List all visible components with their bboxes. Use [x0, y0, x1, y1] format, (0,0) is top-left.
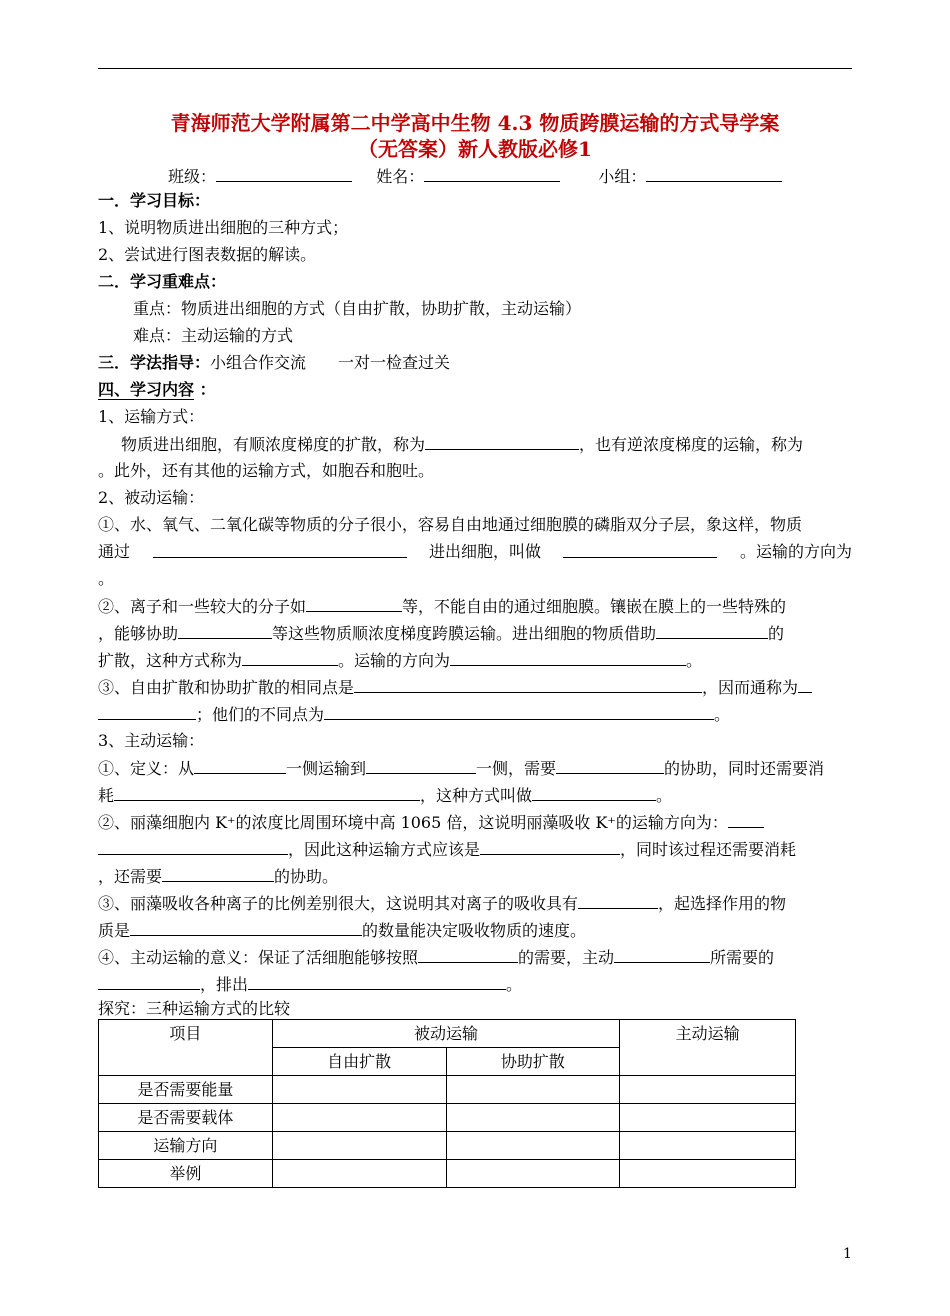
table-row	[99, 1132, 796, 1160]
p3-4-line1: ④、主动运输的意义：保证了活细胞能够按照 的需要，主动 所需要的	[98, 945, 854, 970]
method-text: 小组合作交流 一对一检查过关	[210, 353, 451, 372]
blank-required[interactable]	[98, 972, 200, 990]
header-item: 项目	[99, 1020, 273, 1076]
class-blank[interactable]	[216, 164, 352, 182]
blank-according[interactable]	[418, 945, 518, 963]
blank-carrier[interactable]	[656, 621, 768, 639]
blank-quantity[interactable]	[242, 918, 362, 936]
p2-1-line3: 。	[98, 569, 115, 588]
p3-4-line2: ，排出 。	[98, 972, 854, 997]
objective-2: 2、尝试进行图表数据的解读。	[98, 245, 317, 264]
p2-1-line1: ①、水、氧气、二氧化碳等物质的分子很小，容易自由地通过细胞膜的磷脂双分子层，象这样，物质	[98, 515, 803, 534]
blank-assist-direction[interactable]	[450, 648, 686, 666]
comparison-table	[98, 1019, 796, 1188]
blank-selector[interactable]	[130, 918, 242, 936]
difficult-point: 难点：主动运输的方式	[133, 326, 294, 345]
p2-1-line2: 通过 进出细胞，叫做 。运输的方向为	[98, 542, 852, 561]
table-header-row	[99, 1020, 796, 1048]
blank-free-way[interactable]	[153, 540, 407, 558]
blank-to-side[interactable]	[366, 756, 476, 774]
blank-consume[interactable]	[114, 783, 420, 801]
p3-2-line3: ，还需要 的协助。	[98, 864, 854, 889]
p2-3-line2: ；他们的不同点为 。	[98, 702, 854, 727]
page-number: 1	[843, 1246, 852, 1262]
blank-selectivity[interactable]	[578, 891, 658, 909]
p1-title: 1、运输方式：	[98, 407, 205, 426]
doc-title-line1: 青海师范大学附属第二中学高中生物 4.3 物质跨膜运输的方式导学案	[170, 111, 780, 135]
blank-ions[interactable]	[306, 594, 402, 612]
section1-heading: 一．学习目标：	[98, 191, 211, 210]
p3-3-line1: ③、丽藻吸收各种离子的比例差别很大，这说明其对离子的吸收具有 ，起选择作用的物	[98, 891, 854, 916]
blank-diffusion[interactable]	[425, 432, 579, 450]
p3-2-line2: ，因此这种运输方式应该是 ，同时该过程还需要消耗	[98, 837, 854, 862]
group-blank[interactable]	[646, 164, 782, 182]
table-row	[99, 1160, 796, 1188]
name-label: 姓名：	[376, 167, 425, 186]
doc-title-line2: （无答案）新人教版必修1	[358, 137, 592, 161]
blank-difference[interactable]	[324, 702, 714, 720]
section2-heading: 二．学习重难点：	[98, 272, 227, 291]
blank-expel[interactable]	[248, 972, 506, 990]
p2-2-line3: 扩散，这种方式称为 。运输的方向为 。	[98, 648, 854, 673]
blank-active-name[interactable]	[532, 783, 656, 801]
section4-heading: 四、学习内容	[98, 380, 195, 399]
student-info-row	[168, 164, 924, 189]
p3-title: 3、主动运输：	[98, 731, 205, 750]
name-blank[interactable]	[424, 164, 560, 182]
p1-line2: 。此外，还有其他的运输方式，如胞吞和胞吐。	[98, 461, 435, 480]
row-label: 举例	[99, 1160, 273, 1188]
key-point: 重点：物质进出细胞的方式（自由扩散，协助扩散，主动运输）	[133, 299, 582, 318]
header-active: 主动运输	[620, 1020, 796, 1076]
p3-2-line1: ②、丽藻细胞内 K⁺的浓度比周围环境中高 1065 倍，这说明丽藻吸收 K⁺的运输方向为：	[98, 810, 854, 835]
header-free-diffusion: 自由扩散	[272, 1048, 446, 1076]
p2-2-line2: ，能够协助 等这些物质顺浓度梯度跨膜运输。进出细胞的物质借助 的	[98, 621, 854, 646]
blank-needs[interactable]	[556, 756, 664, 774]
blank-k-needs[interactable]	[162, 864, 274, 882]
table-row	[99, 1104, 796, 1132]
p2-title: 2、被动运输：	[98, 488, 205, 507]
row-label: 运输方向	[99, 1132, 273, 1160]
blank-free-name[interactable]	[563, 540, 717, 558]
p3-1-line1: ①、定义：从 一侧运输到 一侧，需要 的协助，同时还需要消	[98, 756, 854, 781]
header-assist-diffusion: 协助扩散	[446, 1048, 620, 1076]
blank-k-direction[interactable]	[98, 837, 288, 855]
blank-assist-what[interactable]	[178, 621, 272, 639]
explore-title: 探究：三种运输方式的比较	[98, 999, 291, 1018]
p2-3-line1: ③、自由扩散和协助扩散的相同点是 ，因而通称为	[98, 675, 854, 700]
section4-row: 四、学习内容 ：	[98, 380, 216, 399]
header-passive: 被动运输	[272, 1020, 620, 1048]
blank-from-side[interactable]	[194, 756, 286, 774]
blank-k-method[interactable]	[480, 837, 620, 855]
objective-1: 1、说明物质进出细胞的三种方式；	[98, 218, 349, 237]
blank-similarity[interactable]	[354, 675, 702, 693]
table-row	[99, 1076, 796, 1104]
row-label: 是否需要能量	[99, 1076, 273, 1104]
blank-common-name[interactable]	[98, 702, 196, 720]
p3-3-line2: 质是 的数量能决定吸收物质的速度。	[98, 918, 854, 943]
group-label: 小组：	[598, 167, 647, 186]
p3-1-line2: 耗 ，这种方式叫做 。	[98, 783, 854, 808]
p2-2-line1: ②、离子和一些较大的分子如 等，不能自由的通过细胞膜。镶嵌在膜上的一些特殊的	[98, 594, 854, 619]
header-rule	[98, 68, 852, 69]
row-label: 是否需要载体	[99, 1104, 273, 1132]
section3-heading: 三．学法指导：	[98, 353, 211, 372]
blank-assist-name[interactable]	[242, 648, 338, 666]
class-label: 班级：	[168, 167, 217, 186]
section3-row	[98, 351, 854, 375]
p1-line1: 物质进出细胞，有顺浓度梯度的扩散，称为 ，也有逆浓度梯度的运输，称为	[121, 432, 877, 457]
blank-take-in[interactable]	[614, 945, 710, 963]
